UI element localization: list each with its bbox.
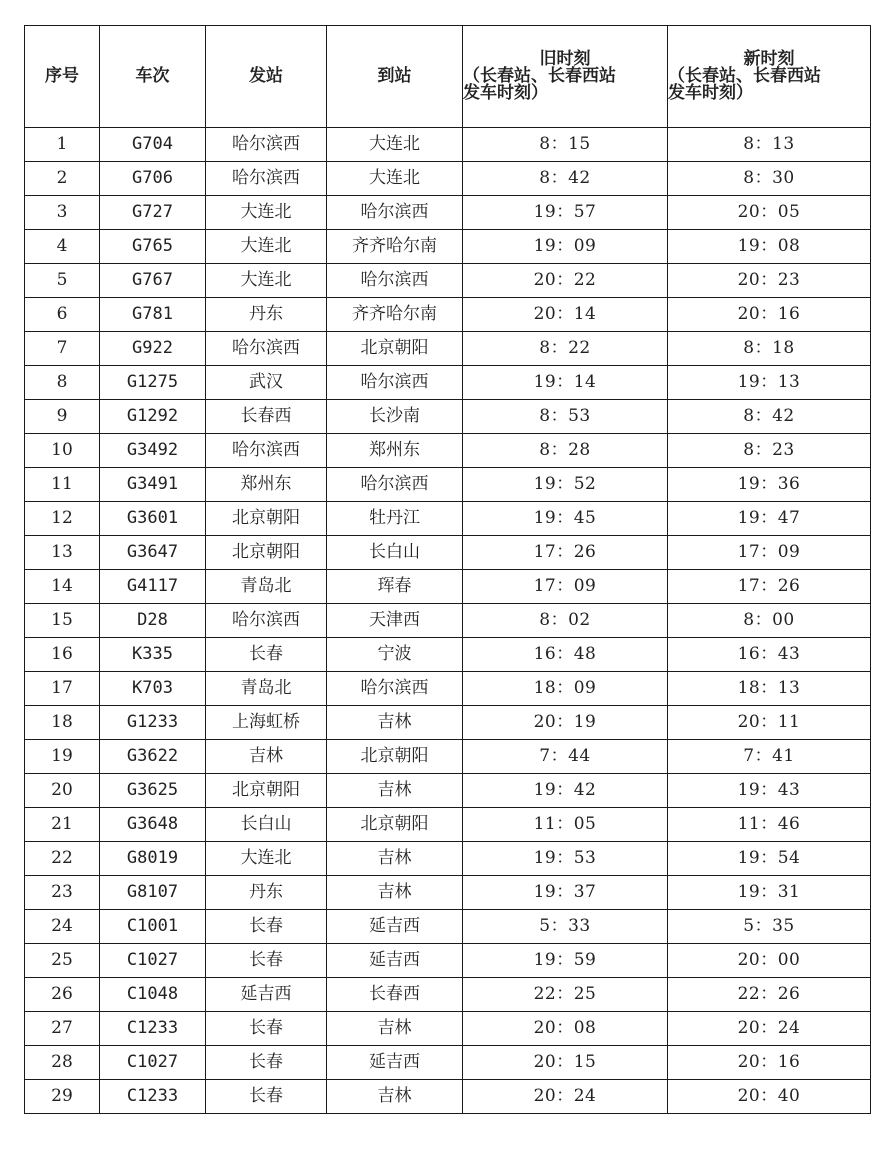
cell-to: 长白山 bbox=[327, 536, 463, 570]
cell-new-time: 11：46 bbox=[668, 808, 871, 842]
cell-to: 吉林 bbox=[327, 842, 463, 876]
cell-seq: 8 bbox=[25, 366, 100, 400]
cell-from: 长春 bbox=[206, 638, 327, 672]
cell-old-time: 8：53 bbox=[463, 400, 668, 434]
cell-new-time: 20：11 bbox=[668, 706, 871, 740]
cell-train: G1233 bbox=[100, 706, 206, 740]
cell-new-time: 17：09 bbox=[668, 536, 871, 570]
cell-to: 北京朝阳 bbox=[327, 332, 463, 366]
cell-to: 大连北 bbox=[327, 128, 463, 162]
cell-seq: 6 bbox=[25, 298, 100, 332]
cell-new-time: 8：30 bbox=[668, 162, 871, 196]
cell-new-time: 17：26 bbox=[668, 570, 871, 604]
cell-seq: 20 bbox=[25, 774, 100, 808]
table-row bbox=[25, 570, 871, 604]
cell-from: 青岛北 bbox=[206, 570, 327, 604]
schedule-table bbox=[24, 25, 871, 1114]
cell-old-time: 22：25 bbox=[463, 978, 668, 1012]
cell-seq: 4 bbox=[25, 230, 100, 264]
table-row bbox=[25, 944, 871, 978]
cell-to: 北京朝阳 bbox=[327, 740, 463, 774]
cell-new-time: 19：31 bbox=[668, 876, 871, 910]
table-row bbox=[25, 740, 871, 774]
cell-old-time: 20：22 bbox=[463, 264, 668, 298]
header-row bbox=[25, 26, 871, 128]
cell-old-time: 19：42 bbox=[463, 774, 668, 808]
cell-seq: 12 bbox=[25, 502, 100, 536]
cell-to: 齐齐哈尔南 bbox=[327, 230, 463, 264]
cell-seq: 21 bbox=[25, 808, 100, 842]
table-row bbox=[25, 1080, 871, 1114]
cell-seq: 27 bbox=[25, 1012, 100, 1046]
cell-to: 牡丹江 bbox=[327, 502, 463, 536]
cell-seq: 2 bbox=[25, 162, 100, 196]
cell-new-time: 20：05 bbox=[668, 196, 871, 230]
cell-seq: 26 bbox=[25, 978, 100, 1012]
cell-new-time: 20：16 bbox=[668, 1046, 871, 1080]
cell-old-time: 19：53 bbox=[463, 842, 668, 876]
cell-from: 大连北 bbox=[206, 230, 327, 264]
cell-new-time: 5：35 bbox=[668, 910, 871, 944]
cell-to: 齐齐哈尔南 bbox=[327, 298, 463, 332]
cell-to: 哈尔滨西 bbox=[327, 264, 463, 298]
table-row bbox=[25, 876, 871, 910]
cell-old-time: 19：52 bbox=[463, 468, 668, 502]
table-row bbox=[25, 604, 871, 638]
table-row bbox=[25, 366, 871, 400]
table-row bbox=[25, 400, 871, 434]
cell-from: 郑州东 bbox=[206, 468, 327, 502]
cell-train: C1048 bbox=[100, 978, 206, 1012]
cell-seq: 9 bbox=[25, 400, 100, 434]
cell-to: 珲春 bbox=[327, 570, 463, 604]
cell-seq: 25 bbox=[25, 944, 100, 978]
cell-from: 吉林 bbox=[206, 740, 327, 774]
cell-from: 长白山 bbox=[206, 808, 327, 842]
header-new-time-line2: （长春站、长春西站 bbox=[668, 66, 821, 86]
cell-train: C1001 bbox=[100, 910, 206, 944]
table-row bbox=[25, 536, 871, 570]
cell-from: 北京朝阳 bbox=[206, 536, 327, 570]
cell-train: C1027 bbox=[100, 944, 206, 978]
header-new-time bbox=[668, 26, 871, 128]
cell-new-time: 8：23 bbox=[668, 434, 871, 468]
cell-from: 北京朝阳 bbox=[206, 502, 327, 536]
cell-from: 延吉西 bbox=[206, 978, 327, 1012]
cell-train: G922 bbox=[100, 332, 206, 366]
cell-seq: 15 bbox=[25, 604, 100, 638]
cell-seq: 29 bbox=[25, 1080, 100, 1114]
cell-to: 天津西 bbox=[327, 604, 463, 638]
cell-to: 吉林 bbox=[327, 1012, 463, 1046]
cell-old-time: 18：09 bbox=[463, 672, 668, 706]
cell-new-time: 19：54 bbox=[668, 842, 871, 876]
cell-old-time: 17：26 bbox=[463, 536, 668, 570]
cell-to: 延吉西 bbox=[327, 944, 463, 978]
cell-old-time: 19：37 bbox=[463, 876, 668, 910]
cell-new-time: 19：08 bbox=[668, 230, 871, 264]
table-row bbox=[25, 162, 871, 196]
cell-from: 长春 bbox=[206, 1046, 327, 1080]
cell-train: G1292 bbox=[100, 400, 206, 434]
cell-from: 长春西 bbox=[206, 400, 327, 434]
cell-old-time: 20：14 bbox=[463, 298, 668, 332]
table-row bbox=[25, 706, 871, 740]
cell-train: D28 bbox=[100, 604, 206, 638]
cell-old-time: 19：59 bbox=[463, 944, 668, 978]
table-row bbox=[25, 978, 871, 1012]
table-row bbox=[25, 128, 871, 162]
cell-to: 哈尔滨西 bbox=[327, 196, 463, 230]
cell-from: 哈尔滨西 bbox=[206, 128, 327, 162]
cell-to: 吉林 bbox=[327, 706, 463, 740]
table-row bbox=[25, 910, 871, 944]
cell-to: 哈尔滨西 bbox=[327, 468, 463, 502]
cell-old-time: 19：45 bbox=[463, 502, 668, 536]
cell-old-time: 5：33 bbox=[463, 910, 668, 944]
cell-old-time: 19：57 bbox=[463, 196, 668, 230]
cell-new-time: 19：36 bbox=[668, 468, 871, 502]
cell-new-time: 18：13 bbox=[668, 672, 871, 706]
cell-seq: 16 bbox=[25, 638, 100, 672]
cell-from: 北京朝阳 bbox=[206, 774, 327, 808]
cell-to: 哈尔滨西 bbox=[327, 672, 463, 706]
cell-to: 哈尔滨西 bbox=[327, 366, 463, 400]
cell-seq: 24 bbox=[25, 910, 100, 944]
cell-new-time: 20：23 bbox=[668, 264, 871, 298]
cell-train: K703 bbox=[100, 672, 206, 706]
table-row bbox=[25, 774, 871, 808]
cell-to: 延吉西 bbox=[327, 910, 463, 944]
cell-from: 青岛北 bbox=[206, 672, 327, 706]
cell-new-time: 7：41 bbox=[668, 740, 871, 774]
cell-old-time: 8：22 bbox=[463, 332, 668, 366]
cell-to: 长春西 bbox=[327, 978, 463, 1012]
cell-seq: 19 bbox=[25, 740, 100, 774]
cell-from: 哈尔滨西 bbox=[206, 162, 327, 196]
header-seq: 序号 bbox=[25, 26, 100, 128]
cell-new-time: 20：24 bbox=[668, 1012, 871, 1046]
cell-train: G3601 bbox=[100, 502, 206, 536]
header-old-time bbox=[463, 26, 668, 128]
cell-train: G3648 bbox=[100, 808, 206, 842]
cell-old-time: 20：08 bbox=[463, 1012, 668, 1046]
cell-train: G3492 bbox=[100, 434, 206, 468]
cell-from: 长春 bbox=[206, 1080, 327, 1114]
cell-from: 丹东 bbox=[206, 876, 327, 910]
cell-train: G3622 bbox=[100, 740, 206, 774]
cell-seq: 22 bbox=[25, 842, 100, 876]
cell-to: 延吉西 bbox=[327, 1046, 463, 1080]
cell-train: G8107 bbox=[100, 876, 206, 910]
cell-from: 长春 bbox=[206, 1012, 327, 1046]
table-row bbox=[25, 502, 871, 536]
table-row bbox=[25, 264, 871, 298]
cell-seq: 3 bbox=[25, 196, 100, 230]
cell-seq: 17 bbox=[25, 672, 100, 706]
table-header bbox=[25, 26, 871, 128]
cell-train: G3625 bbox=[100, 774, 206, 808]
cell-train: G706 bbox=[100, 162, 206, 196]
header-old-time-line2: （长春站、长春西站 bbox=[463, 66, 616, 86]
cell-seq: 28 bbox=[25, 1046, 100, 1080]
table-row bbox=[25, 1012, 871, 1046]
cell-from: 长春 bbox=[206, 910, 327, 944]
cell-new-time: 20：16 bbox=[668, 298, 871, 332]
table-row bbox=[25, 638, 871, 672]
header-old-time-line1: 旧时刻 bbox=[539, 49, 591, 69]
header-train: 车次 bbox=[100, 26, 206, 128]
cell-new-time: 8：00 bbox=[668, 604, 871, 638]
cell-old-time: 16：48 bbox=[463, 638, 668, 672]
cell-seq: 7 bbox=[25, 332, 100, 366]
cell-seq: 23 bbox=[25, 876, 100, 910]
table-row bbox=[25, 842, 871, 876]
cell-old-time: 8：28 bbox=[463, 434, 668, 468]
cell-train: G727 bbox=[100, 196, 206, 230]
cell-from: 大连北 bbox=[206, 264, 327, 298]
cell-from: 大连北 bbox=[206, 842, 327, 876]
header-old-time-line3: 发车时刻） bbox=[463, 83, 548, 103]
cell-new-time: 20：40 bbox=[668, 1080, 871, 1114]
cell-train: G1275 bbox=[100, 366, 206, 400]
cell-to: 宁波 bbox=[327, 638, 463, 672]
header-from: 发站 bbox=[206, 26, 327, 128]
cell-from: 上海虹桥 bbox=[206, 706, 327, 740]
cell-new-time: 22：26 bbox=[668, 978, 871, 1012]
table-row bbox=[25, 1046, 871, 1080]
header-new-time-line3: 发车时刻） bbox=[668, 83, 753, 103]
cell-new-time: 8：42 bbox=[668, 400, 871, 434]
cell-train: G781 bbox=[100, 298, 206, 332]
cell-seq: 14 bbox=[25, 570, 100, 604]
cell-old-time: 19：09 bbox=[463, 230, 668, 264]
cell-from: 大连北 bbox=[206, 196, 327, 230]
table-row bbox=[25, 298, 871, 332]
table-row bbox=[25, 808, 871, 842]
cell-new-time: 16：43 bbox=[668, 638, 871, 672]
table-row bbox=[25, 468, 871, 502]
cell-from: 丹东 bbox=[206, 298, 327, 332]
cell-new-time: 8：18 bbox=[668, 332, 871, 366]
cell-train: C1027 bbox=[100, 1046, 206, 1080]
cell-seq: 11 bbox=[25, 468, 100, 502]
cell-new-time: 19：13 bbox=[668, 366, 871, 400]
header-new-time-line1: 新时刻 bbox=[743, 49, 795, 69]
cell-to: 长沙南 bbox=[327, 400, 463, 434]
cell-from: 哈尔滨西 bbox=[206, 604, 327, 638]
cell-to: 吉林 bbox=[327, 876, 463, 910]
cell-seq: 1 bbox=[25, 128, 100, 162]
cell-train: G4117 bbox=[100, 570, 206, 604]
cell-train: G8019 bbox=[100, 842, 206, 876]
cell-old-time: 8：02 bbox=[463, 604, 668, 638]
cell-train: G3647 bbox=[100, 536, 206, 570]
cell-seq: 5 bbox=[25, 264, 100, 298]
header-to: 到站 bbox=[327, 26, 463, 128]
cell-old-time: 19：14 bbox=[463, 366, 668, 400]
cell-train: G767 bbox=[100, 264, 206, 298]
cell-new-time: 19：47 bbox=[668, 502, 871, 536]
cell-new-time: 8：13 bbox=[668, 128, 871, 162]
cell-to: 郑州东 bbox=[327, 434, 463, 468]
cell-train: C1233 bbox=[100, 1012, 206, 1046]
table-row bbox=[25, 434, 871, 468]
cell-from: 哈尔滨西 bbox=[206, 434, 327, 468]
cell-train: G765 bbox=[100, 230, 206, 264]
table-row bbox=[25, 196, 871, 230]
cell-to: 大连北 bbox=[327, 162, 463, 196]
cell-from: 长春 bbox=[206, 944, 327, 978]
cell-old-time: 8：15 bbox=[463, 128, 668, 162]
cell-train: K335 bbox=[100, 638, 206, 672]
cell-seq: 18 bbox=[25, 706, 100, 740]
cell-to: 吉林 bbox=[327, 774, 463, 808]
cell-seq: 13 bbox=[25, 536, 100, 570]
table-body bbox=[25, 128, 871, 1114]
cell-new-time: 19：43 bbox=[668, 774, 871, 808]
cell-old-time: 20：19 bbox=[463, 706, 668, 740]
cell-train: C1233 bbox=[100, 1080, 206, 1114]
cell-old-time: 17：09 bbox=[463, 570, 668, 604]
table-row bbox=[25, 672, 871, 706]
cell-from: 哈尔滨西 bbox=[206, 332, 327, 366]
cell-new-time: 20：00 bbox=[668, 944, 871, 978]
cell-train: G704 bbox=[100, 128, 206, 162]
table-row bbox=[25, 230, 871, 264]
table-row bbox=[25, 332, 871, 366]
cell-old-time: 11：05 bbox=[463, 808, 668, 842]
cell-to: 北京朝阳 bbox=[327, 808, 463, 842]
cell-old-time: 7：44 bbox=[463, 740, 668, 774]
cell-seq: 10 bbox=[25, 434, 100, 468]
cell-old-time: 20：24 bbox=[463, 1080, 668, 1114]
cell-old-time: 8：42 bbox=[463, 162, 668, 196]
cell-from: 武汉 bbox=[206, 366, 327, 400]
cell-to: 吉林 bbox=[327, 1080, 463, 1114]
cell-old-time: 20：15 bbox=[463, 1046, 668, 1080]
cell-train: G3491 bbox=[100, 468, 206, 502]
